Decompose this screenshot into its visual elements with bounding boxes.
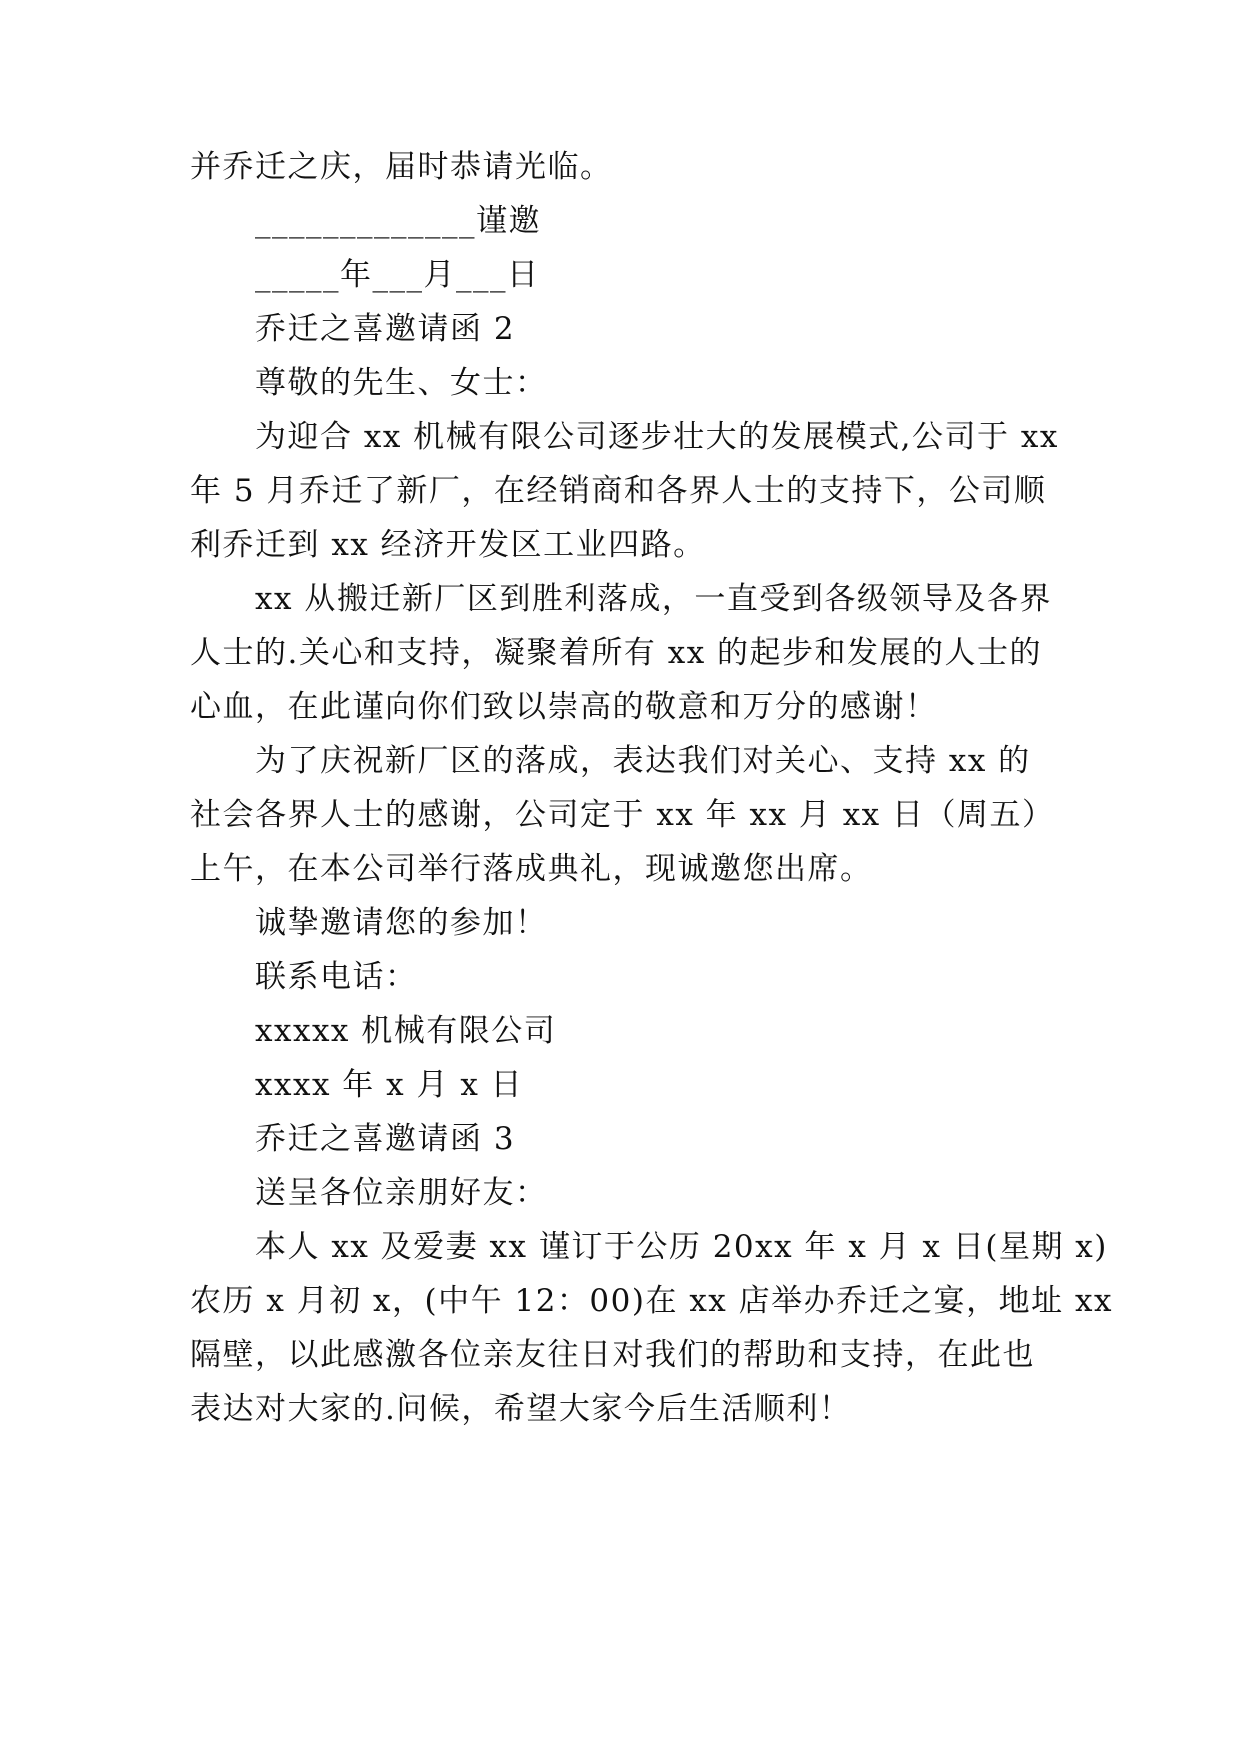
salutation: 送呈各位亲朋好友： (255, 1175, 548, 1211)
salutation: 尊敬的先生、女士： (255, 365, 548, 401)
paragraph-line: 本人 xx 及爱妻 xx 谨订于公历 20xx 年 x 月 x 日(星期 x) (255, 1229, 1108, 1265)
paragraph-line: 社会各界人士的感谢，公司定于 xx 年 xx 月 xx 日（周五） (190, 797, 1055, 833)
section-heading: 乔迁之喜邀请函 3 (255, 1121, 516, 1157)
paragraph-line: 人士的.关心和支持，凝聚着所有 xx 的起步和发展的人士的 (190, 635, 1043, 671)
paragraph-line: 表达对大家的.问候，希望大家今后生活顺利！ (190, 1391, 852, 1427)
date-line: _____年___月___日 (255, 257, 540, 293)
paragraph-line: 隔壁，以此感激各位亲友往日对我们的帮助和支持，在此也 (190, 1337, 1035, 1373)
section-heading: 乔迁之喜邀请函 2 (255, 311, 516, 347)
paragraph-line: 上午，在本公司举行落成典礼，现诚邀您出席。 (190, 851, 873, 887)
paragraph-line: 农历 x 月初 x，(中午 12：00)在 xx 店举办乔迁之宴，地址 xx (190, 1283, 1113, 1319)
company-line: xxxxx 机械有限公司 (255, 1013, 557, 1049)
paragraph-line: 利乔迁到 xx 经济开发区工业四路。 (190, 527, 706, 563)
text-line: 诚挚邀请您的参加！ (255, 905, 548, 941)
contact-line: 联系电话： (255, 959, 418, 995)
signature-line: _____________谨邀 (255, 203, 541, 239)
paragraph-line: 为迎合 xx 机械有限公司逐步壮大的发展模式,公司于 xx (255, 419, 1059, 455)
date-line: xxxx 年 x 月 x 日 (255, 1067, 524, 1103)
paragraph-line: xx 从搬迁新厂区到胜利落成，一直受到各级领导及各界 (255, 581, 1052, 617)
paragraph-line: 年 5 月乔迁了新厂，在经销商和各界人士的支持下，公司顺 (190, 473, 1047, 509)
text-line: 并乔迁之庆，届时恭请光临。 (190, 149, 613, 185)
paragraph-line: 为了庆祝新厂区的落成，表达我们对关心、支持 xx 的 (255, 743, 1031, 779)
paragraph-line: 心血，在此谨向你们致以崇高的敬意和万分的感谢！ (190, 689, 938, 725)
